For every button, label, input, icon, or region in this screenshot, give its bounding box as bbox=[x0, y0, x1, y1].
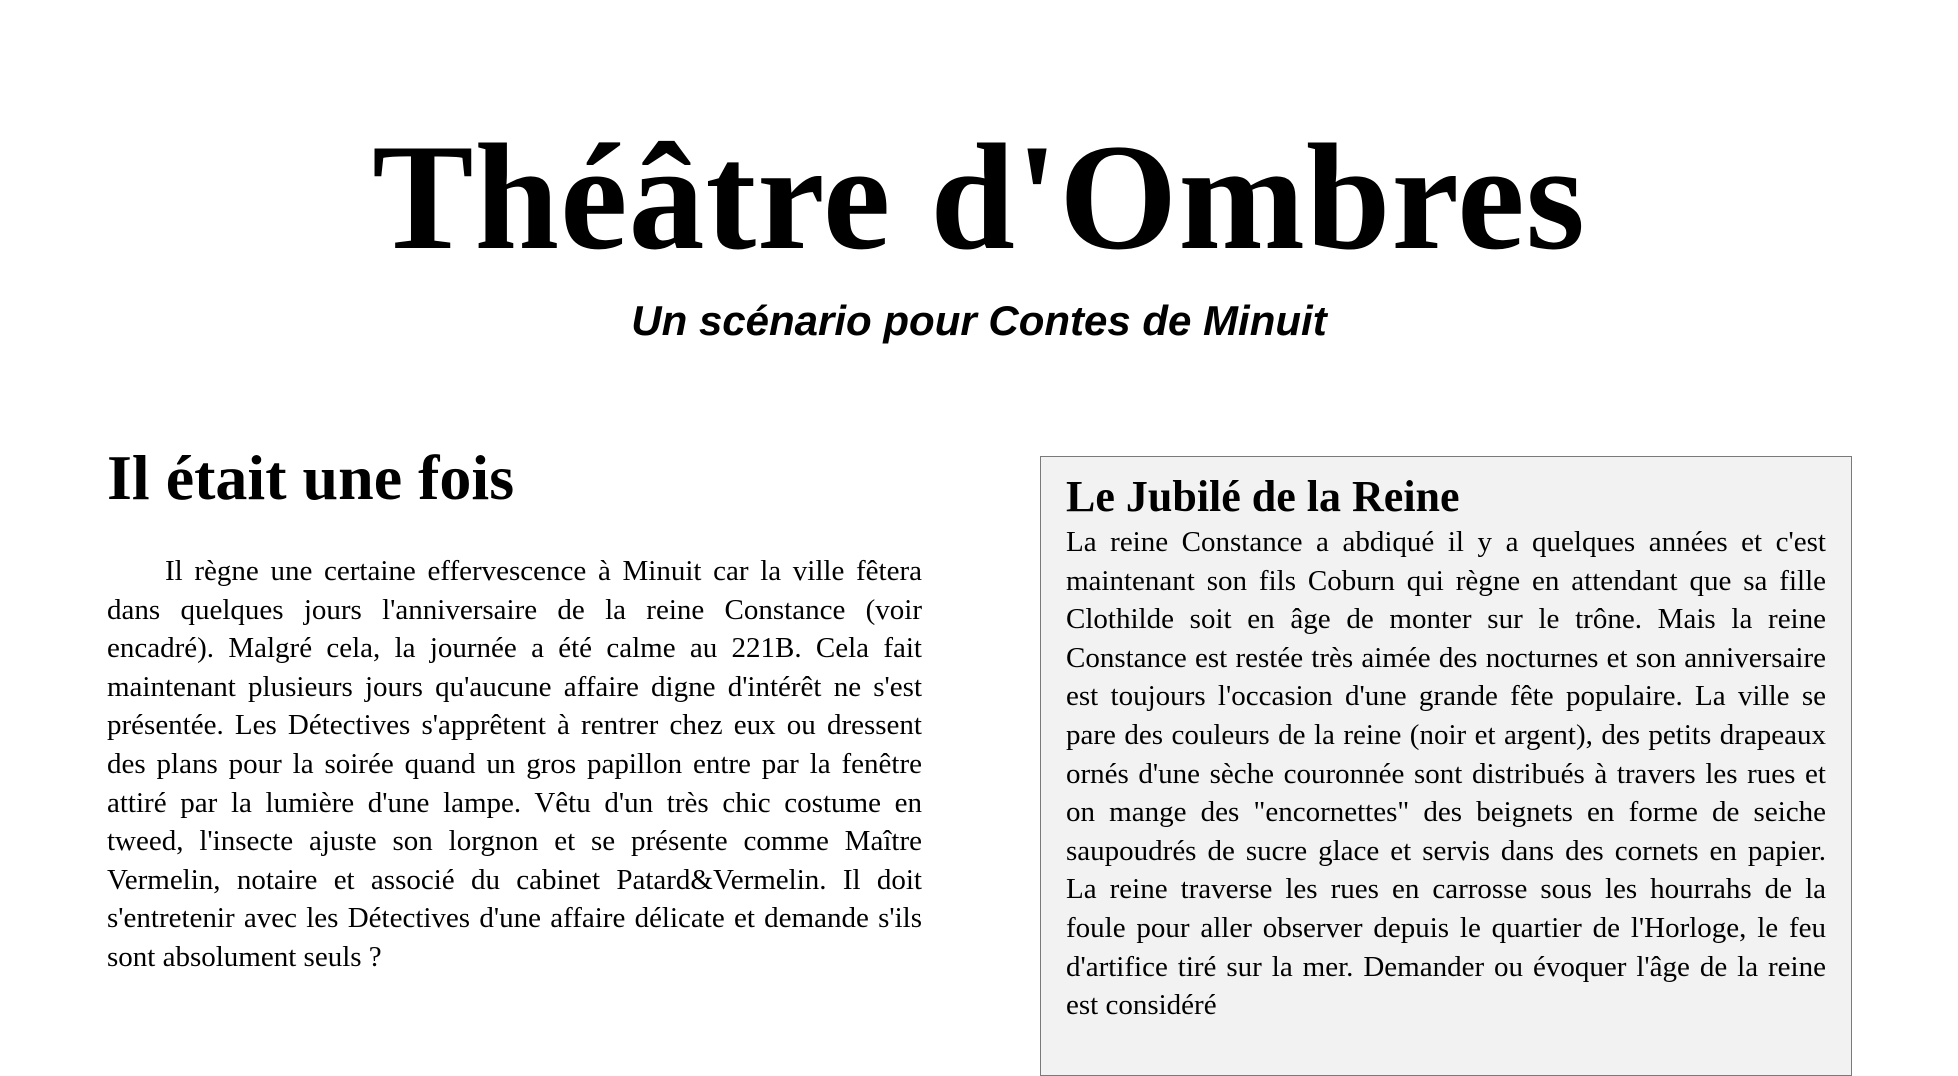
sidebar-box-heading: Le Jubilé de la Reine bbox=[1066, 472, 1460, 521]
document-subtitle: Un scénario pour Contes de Minuit bbox=[631, 297, 1327, 344]
section-heading: Il était une fois bbox=[107, 442, 515, 513]
section-paragraph: Il règne une certaine effervescence à Minuit car la ville fêtera dans quelques jours l'anniversaire de la reine Constance (voir encadré). Malgré cela, la journée a été calme au 221B. Cela fait maintenant plusieurs jours qu'aucune affaire digne d'intérêt ne s'est présentée. Les Détectives s'apprêtent à rentrer chez eux ou dressent des plans pour la soirée quand un gros papillon entre par la fenêtre attiré par la lumière d'une lampe. Vêtu d'un très chic costume en tweed, l'insecte ajuste son lorgnon et se présente comme Maître Vermelin, notaire et associé du cabinet Patard&Vermelin. Il doit s'entretenir avec les Détectives d'une affaire délicate et demande s'ils sont absolument seuls ? bbox=[107, 555, 922, 973]
sidebar-box bbox=[1040, 456, 1852, 1076]
document-title: Théâtre d'Ombres bbox=[372, 113, 1586, 281]
main-column bbox=[107, 440, 922, 977]
sidebar-box-paragraph: La reine Constance a abdiqué il y a quelques années et c'est maintenant son fils Coburn qui règne en attendant que sa fille Clothilde soit en âge de monter sur le trône. Mais la reine Constance est restée très aimée des nocturnes et son anniversaire est toujours l'occasion d'une grande fête populaire. La ville se pare des couleurs de la reine (noir et argent), des petits drapeaux ornés d'une sèche couronnée sont distribués à travers les rues et on mange des "encornettes" des beignets en forme de seiche saupoudrés de sucre glace et servis dans des cornets en papier. La reine traverse les rues en carrosse sous les hourrahs de la foule pour aller observer depuis le quartier de l'Horloge, le feu d'artifice tiré sur la mer. Demander ou évoquer l'âge de la reine est considéré bbox=[1066, 526, 1826, 1022]
